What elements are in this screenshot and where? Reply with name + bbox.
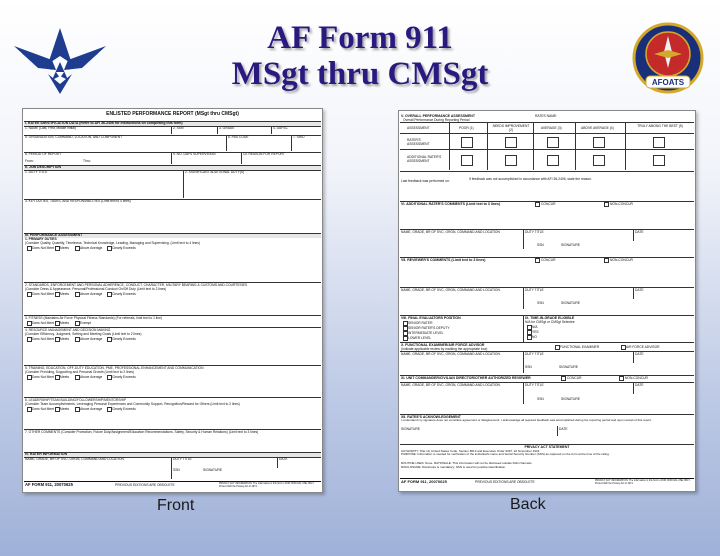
col-poor: POOR (1) xyxy=(459,126,474,130)
rating-label: Does Not Meet xyxy=(32,292,54,296)
afoats-seal-emblem xyxy=(632,22,704,94)
job-desc-label: II. JOB DESCRIPTION xyxy=(25,165,61,169)
concur-checkbox[interactable] xyxy=(535,202,540,207)
x-functional-label: X. FUNCTIONAL EXAMINER/AIR FORCE ADVISOR xyxy=(401,343,485,347)
rater-date-label: DATE xyxy=(279,457,288,461)
option-label: NO xyxy=(532,335,537,339)
rating-label: Clearly Exceeds xyxy=(112,407,136,411)
rating-label: Above Average xyxy=(80,292,103,296)
tig-note: N/A for CMSgt or CMSgt Selectee xyxy=(525,320,575,324)
rating-label: Above Average xyxy=(80,246,103,250)
needs-checkbox[interactable] xyxy=(505,155,517,166)
row-raters-assessment: RATER'S ASSESSMENT xyxy=(407,138,430,146)
xi-name-label: NAME, GRADE, BR OF SVC, ORGN, COMMAND AND LOCATION xyxy=(401,383,500,387)
truly-checkbox[interactable] xyxy=(653,137,665,148)
rater-sig-label: SIGNATURE xyxy=(203,468,222,472)
reason-label: 10. REASON FOR REPORT xyxy=(243,152,285,156)
average-checkbox[interactable] xyxy=(547,155,559,166)
rating-label: Does Not Meet xyxy=(32,321,54,325)
supervision-label: 9. NO. DAYS SUPERVISION xyxy=(173,152,216,156)
seal-text: AFOATS xyxy=(651,78,685,87)
divider xyxy=(575,122,576,170)
nonconcur-label: NON-CONCUR xyxy=(610,202,633,206)
rating-label: Meets xyxy=(60,321,69,325)
vi-duty-label: DUTY TITLE xyxy=(525,230,544,234)
leadership-label: 6. LEADERSHIP/TEAM BUILDING/FOLLOWERSHIP/MENTORSHIP xyxy=(25,398,127,402)
primary-desc: (Consider Quality, Quantity, Timeliness, Technical Knowledge, Leading, Managing and Supervising. (Limit text to 4 lines) xyxy=(25,241,201,245)
rating-label: Meets xyxy=(60,407,69,411)
xi-date-label: DATE xyxy=(635,383,644,387)
divider xyxy=(523,287,524,309)
sig-duty-label: 2. SIGNIFICANT ADDITIONAL DUTY(S) xyxy=(185,170,245,174)
poor-checkbox[interactable] xyxy=(461,137,473,148)
option-label: LOWER LEVEL xyxy=(408,336,432,340)
rater-ssn-label: SSN xyxy=(173,468,180,472)
above-checkbox[interactable] xyxy=(593,137,605,148)
divider xyxy=(533,122,534,170)
ssn-label: 2. SSN xyxy=(173,126,184,130)
front-form-title: ENLISTED PERFORMANCE REPORT (MSgt thru CMSgt) xyxy=(106,111,239,117)
back-caption: Back xyxy=(510,496,546,513)
perf-assess-label: III. PERFORMANCE ASSESSMENT xyxy=(25,233,83,237)
vii-duty-label: DUTY TITLE xyxy=(525,288,544,292)
col-needs-improvement: NEEDS IMPROVEMENT (2) xyxy=(492,124,530,132)
col-above-average: ABOVE AVERAGE (4) xyxy=(581,126,614,130)
divider xyxy=(633,351,634,363)
rule xyxy=(400,149,694,151)
divider xyxy=(183,170,184,198)
vi-sig-label: SIGNATURE xyxy=(561,243,580,247)
divider xyxy=(633,287,634,299)
x-name-label: NAME, GRADE, BR OF SVC, ORGN, COMMAND AND LOCATION xyxy=(401,352,500,356)
dafsc-label: 4. DAFSC xyxy=(273,126,288,130)
rating-label: Meets xyxy=(60,292,69,296)
form-front-page xyxy=(22,108,323,493)
divider xyxy=(291,135,292,151)
slide-title-line2: MSgt thru CMSgt xyxy=(231,56,489,92)
vi-comments-label: VI. ADDITIONAL RATER'S COMMENTS (Limit text to 3 lines) xyxy=(401,202,500,206)
x-note: (Indicate applicable review by marking the appropriate box) xyxy=(401,347,488,351)
nonconcur-checkbox[interactable] xyxy=(604,202,609,207)
ack-sig-label: SIGNATURE xyxy=(401,427,420,431)
from-label: From: xyxy=(25,159,34,163)
section-ratee-id-label: I. RATEE IDENTIFICATION DATA (Refer to AFI 36-2406 for instructions on completing this form) xyxy=(25,121,183,125)
vi-date-label: DATE xyxy=(635,230,644,234)
rule xyxy=(400,171,694,173)
col-assessment: ASSESSMENT xyxy=(407,126,430,130)
divider xyxy=(241,152,242,164)
leadership-desc: (Consider Team Accomplishments, Leveraging Personal Experiences and Community Support, Recognition/Reward for Others (Limit text to 2 lines) xyxy=(25,402,240,406)
feedback-note: If feedback was not accomplished in accordance with AFI 36-2406, state the reason. xyxy=(469,177,592,181)
name-label: 1. NAME (Last, First, Middle Initial) xyxy=(25,126,76,130)
privacy-title: PRIVACY ACT STATEMENT xyxy=(524,445,570,449)
rating-label: Above Average xyxy=(80,337,103,341)
divider xyxy=(271,126,272,134)
ack-date-label: DATE xyxy=(559,427,568,431)
col-average: AVERAGE (3) xyxy=(541,126,562,130)
srid-label: 7. SRID xyxy=(293,135,305,139)
rating-label: Does Not Meet xyxy=(32,407,54,411)
divider xyxy=(171,152,172,164)
fitness-label: 3. FITNESS (Maintains Air Force Physical Fitness Standards) (For referrals, limit text to 1 line) xyxy=(25,316,163,320)
front-footer-prev: PREVIOUS EDITIONS ARE OBSOLETE xyxy=(115,483,175,487)
x-date-label: DATE xyxy=(635,352,644,356)
divider xyxy=(523,382,524,404)
rule xyxy=(400,133,694,135)
vi-name-label: NAME, GRADE, BR OF SVC, ORGN, COMMAND AND LOCATION xyxy=(401,230,500,234)
divider xyxy=(557,426,558,436)
resource-label: 4. RESOURCE MANAGEMENT AND DECISION MAKING xyxy=(25,328,111,332)
divider xyxy=(226,135,227,151)
back-footer-prev: PREVIOUS EDITIONS ARE OBSOLETE xyxy=(475,480,535,484)
rating-label: Clearly Exceeds xyxy=(112,246,136,250)
front-caption: Front xyxy=(157,497,195,514)
concur-label: CONCUR xyxy=(541,202,556,206)
front-footer-privacy: PRIVACY ACT INFORMATION: The information in this form is FOR OFFICIAL USE ONLY. Protect IAW the Privacy Act of 1974. xyxy=(219,482,315,488)
training-label: 5. TRAINING, EDUCATION, OFF-DUTY EDUCATION, PME, PROFESSIONAL ENHANCEMENT AND COMMUNICATION xyxy=(25,366,204,370)
privacy-routine: ROUTINE USES: None. RATIONALE: This information will not be disclosed outside DoD channels. xyxy=(401,461,533,465)
front-footer-form: AF FORM 911, 20070625 xyxy=(25,482,73,487)
vi-ssn-label: SSN xyxy=(537,243,544,247)
rating-label: Clearly Exceeds xyxy=(112,292,136,296)
grade-label: 3. GRADE xyxy=(219,126,235,130)
rater-duty-label: DUTY TITLE xyxy=(173,457,192,461)
rater-name-label: NAME, GRADE, BR OF SVC, ORGN, COMMAND AND LOCATION xyxy=(25,457,124,461)
training-desc: (Consider Providing, Supporting and Personal Growth (Limit text to 2 lines) xyxy=(25,370,135,374)
primary-duties-label: 1. PRIMARY DUTIES xyxy=(25,237,57,241)
divider xyxy=(171,126,172,134)
option-label: AIR FORCE ADVISOR xyxy=(626,345,660,349)
divider xyxy=(523,229,524,249)
divider xyxy=(523,351,524,373)
form-back-page xyxy=(398,110,696,492)
rating-label: Does Not Meet xyxy=(32,337,54,341)
rating-label: Clearly Exceeds xyxy=(112,375,136,379)
feedback-label: Last feedback was performed on: xyxy=(401,179,450,183)
divider xyxy=(217,126,218,134)
rating-label: Does Not Meet xyxy=(32,375,54,379)
privacy-authority: AUTHORITY: Title 10, United States Code, Section 8013 and Executive Order 9397, 22 November 1943. xyxy=(401,449,541,453)
thru-label: Thru: xyxy=(83,159,91,163)
concur-checkbox[interactable] xyxy=(561,376,566,381)
standards-desc: (Consider Dress & Appearance, Personal/Professional Conduct On/Off Duty (Limit text to 2 lines) xyxy=(25,287,167,291)
rating-label: Above Average xyxy=(80,375,103,379)
rating-label: Above Average xyxy=(80,407,103,411)
poor-checkbox[interactable] xyxy=(461,155,473,166)
vii-comments-label: VII. REVIEWER'S COMMENTS (Limit text to 3 lines) xyxy=(401,258,486,262)
key-duties-row xyxy=(24,199,321,234)
rating-label: Exempt xyxy=(80,321,92,325)
rating-label: Clearly Exceeds xyxy=(112,337,136,341)
resource-desc: (Consider Efficiency, Judgment, Setting and Meeting Goals (Limit text to 2 lines) xyxy=(25,332,142,336)
average-checkbox[interactable] xyxy=(547,137,559,148)
col-truly-best: TRULY AMONG THE BEST (5) xyxy=(637,124,683,128)
option-label: INTERMEDIATE LEVEL xyxy=(408,331,444,335)
ack-text: I understand my signature does not constitute agreement or disagreement. I acknowledge all required feedback was accomplished during the reporting period and upon receipt of this report. xyxy=(401,418,652,422)
divider xyxy=(625,122,626,170)
slide-title-line1: AF Form 911 xyxy=(267,20,453,56)
truly-checkbox[interactable] xyxy=(653,155,665,166)
nonconcur-label: NON-CONCUR xyxy=(610,258,633,262)
option-label: SENIOR RATER xyxy=(408,321,433,325)
back-footer-form: AF FORM 911, 20070625 xyxy=(401,479,447,484)
nonconcur-label: NON-CONCUR xyxy=(625,376,648,380)
xi-ssn-label: SSN xyxy=(537,397,544,401)
rating-label: Meets xyxy=(60,337,69,341)
air-force-wings-logo xyxy=(12,24,108,96)
rating-label: Meets xyxy=(60,246,69,250)
divider xyxy=(487,122,488,170)
rates-name-label: RATES NAME: xyxy=(535,114,558,118)
vii-date-label: DATE xyxy=(635,288,644,292)
option-label: YES xyxy=(532,330,539,334)
vii-name-label: NAME, GRADE, BR OF SVC, ORGN, COMMAND AND LOCATION xyxy=(401,288,500,292)
privacy-disclosure: DISCLOSURE: Disclosure is mandatory; SSN is used for positive identification. xyxy=(401,465,507,469)
concur-label: CONCUR xyxy=(567,376,582,380)
key-duties-label: 3. KEY DUTIES, TASKS, AND RESPONSIBILITIES (Limit text to 4 lines) xyxy=(25,199,131,203)
overall-label: V. OVERALL PERFORMANCE ASSESSMENT xyxy=(401,114,475,118)
xi-duty-label: DUTY TITLE xyxy=(525,383,544,387)
rater-info-label: IV. RATER INFORMATION xyxy=(25,452,68,456)
option-label: N/A xyxy=(532,325,538,329)
option-label: FUNCTIONAL EXAMINER xyxy=(560,345,600,349)
divider xyxy=(633,382,634,394)
duty-title-label: 1. DUTY TITLE xyxy=(25,170,48,174)
row-additional-assessment: ADDITIONAL RATER'S ASSESSMENT xyxy=(407,155,442,163)
needs-checkbox[interactable] xyxy=(505,137,517,148)
back-footer-privacy: PRIVACY ACT INFORMATION: The information in this form is FOR OFFICIAL USE ONLY. Protect IAW the Privacy Act of 1974. xyxy=(595,479,691,485)
vii-sig-label: SIGNATURE xyxy=(561,301,580,305)
viii-final-label: VIII. FINAL EVALUATORS POSITION xyxy=(401,316,461,320)
x-duty-label: DUTY TITLE xyxy=(525,352,544,356)
divider xyxy=(633,229,634,241)
above-checkbox[interactable] xyxy=(593,155,605,166)
divider xyxy=(523,315,524,342)
divider xyxy=(171,457,172,479)
standards-label: 2. STANDARDS, ENFORCEMENT AND PERSONAL ADHERENCE, CONDUCT, CHARACTER, MILITARY BEARING & CUSTOMS AND COURTESIES xyxy=(25,283,248,287)
privacy-purpose: PURPOSE: Information is needed for verification of the individual's name and Social Security Number (SSN) as captured on the form at the time of the rating. xyxy=(401,452,610,456)
rating-label: Does Not Meet xyxy=(32,246,54,250)
concur-checkbox[interactable] xyxy=(535,258,540,263)
pas-label: 6. PAS CODE xyxy=(228,135,249,139)
period-label: 8. PERIOD OF REPORT xyxy=(25,152,62,156)
divider xyxy=(449,122,450,170)
vii-ssn-label: SSN xyxy=(537,301,544,305)
nonconcur-checkbox[interactable] xyxy=(619,376,624,381)
divider xyxy=(277,457,278,468)
overall-sub: Overall Performance During Reporting Period xyxy=(403,118,470,122)
xi-commander-label: XI. UNIT COMMANDER/CIVILIAN DIRECTOR/OTHER AUTHORIZED REVIEWER xyxy=(401,376,531,380)
rating-label: Meets xyxy=(60,375,69,379)
concur-label: CONCUR xyxy=(541,258,556,262)
duty-title-row xyxy=(24,170,321,199)
org-label: 5. ORGANIZATION, COMMAND, LOCATION, AND COMPONENT xyxy=(25,135,123,139)
other-comments-label: 7. OTHER COMMENTS (Consider Promotion, Future Duty/Assignment/Education Recommendations, Safety, Security & Human Relations) (Limit text to 3 lines) xyxy=(25,430,259,434)
x-ssn-label: SSN xyxy=(525,365,532,369)
nonconcur-checkbox[interactable] xyxy=(604,258,609,263)
xi-sig-label: SIGNATURE xyxy=(561,397,580,401)
x-sig-label: SIGNATURE xyxy=(559,365,578,369)
ix-tig-label: IX. TIME-IN-GRADE ELIGIBLE xyxy=(525,316,575,320)
option-label: SENIOR RATER'S DEPUTY xyxy=(408,326,450,330)
xii-ack-label: XII. RATEE'S ACKNOWLEDGEMENT xyxy=(401,415,461,419)
